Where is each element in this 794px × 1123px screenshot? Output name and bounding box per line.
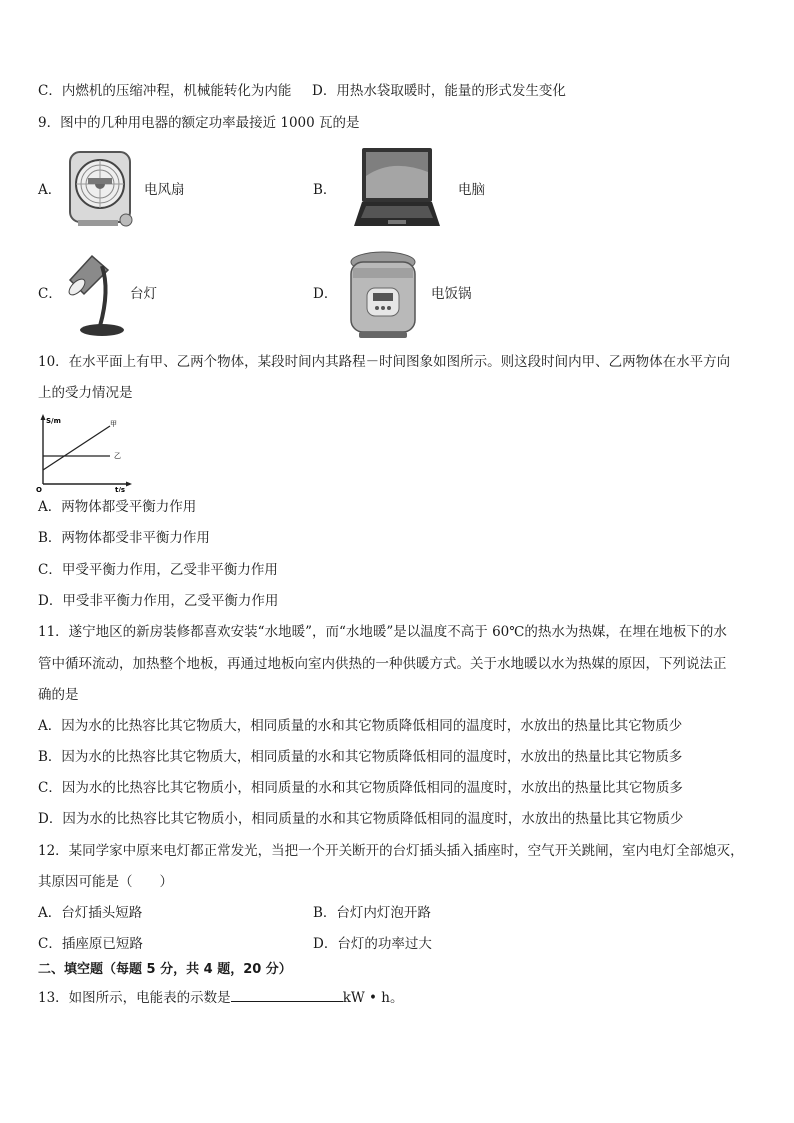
q12-stem-line2: 其原因可能是（ ） — [38, 874, 173, 890]
q12-option-c: C．插座原已短路 — [38, 936, 143, 952]
q12-option-d: D．台灯的功率过大 — [313, 936, 432, 952]
q10-stem-line1: 10．在水平面上有甲、乙两个物体，某段时间内其路程－时间图象如图所示。则这段时间内甲、乙两物体在水平方向 — [38, 354, 731, 370]
q9-option-a-label: 电风扇 — [144, 182, 185, 198]
q9-option-c-label: 台灯 — [130, 286, 157, 302]
graph-series-yi: 乙 — [114, 452, 121, 460]
line-jia — [43, 426, 110, 470]
q9-option-b-label: 电脑 — [458, 182, 485, 198]
q13-answer-blank[interactable] — [231, 987, 343, 1002]
q10-option-b: B．两物体都受非平衡力作用 — [38, 530, 210, 546]
q12-option-b: B．台灯内灯泡开路 — [313, 905, 431, 921]
electric-fan-icon — [64, 148, 136, 234]
q9-option-c-letter: C． — [38, 286, 62, 302]
q13-prefix: 13．如图所示，电能表的示数是 — [38, 990, 231, 1006]
q9-option-d-letter: D． — [313, 286, 338, 302]
q11-option-b: B．因为水的比热容比其它物质大，相同质量的水和其它物质降低相同的温度时，水放出的热量比其它物质多 — [38, 749, 683, 765]
laptop-icon — [352, 146, 442, 236]
q11-stem-line3: 确的是 — [38, 687, 79, 703]
q12-stem-line1: 12．某同学家中原来电灯都正常发光，当把一个开关断开的台灯插头插入插座时，空气开关跳闸，室内电灯全部熄灭， — [38, 843, 744, 859]
q13-stem — [38, 987, 403, 1008]
q10-option-d: D．甲受非平衡力作用，乙受平衡力作用 — [38, 593, 279, 609]
q11-option-d: D．因为水的比热容比其它物质小，相同质量的水和其它物质降低相同的温度时，水放出的热量比其它物质少 — [38, 811, 684, 827]
desk-lamp-icon — [62, 250, 128, 342]
q10-stem-line2: 上的受力情况是 — [38, 385, 133, 401]
section-heading-fill-in: 二、填空题（每题 5 分，共 4 题，20 分） — [38, 962, 292, 977]
q11-stem-line1: 11．遂宁地区的新房装修都喜欢安装“水地暖”，而“水地暖”是以温度不高于 60℃的热水为热媒，在埋在地板下的水 — [38, 624, 727, 640]
q11-option-a: A．因为水的比热容比其它物质大，相同质量的水和其它物质降低相同的温度时，水放出的热量比其它物质少 — [38, 718, 683, 734]
graph-x-arrow — [126, 482, 132, 487]
q12-option-a: A．台灯插头短路 — [38, 905, 143, 921]
rice-cooker-icon — [343, 248, 423, 348]
q9-stem: 9．图中的几种用电器的额定功率最接近 1000 瓦的是 — [38, 115, 360, 131]
graph-xlabel: t/s — [115, 486, 126, 492]
graph-ylabel: S/m — [46, 417, 61, 425]
q11-stem-line2: 管中循环流动，加热整个地板，再通过地板向室内供热的一种供暖方式。关于水地暖以水为热媒的原因，下列说法正 — [38, 656, 727, 672]
graph-y-arrow — [41, 414, 46, 420]
q8-option-c: C．内燃机的压缩冲程，机械能转化为内能 — [38, 83, 292, 99]
graph-series-jia: 甲 — [110, 420, 117, 428]
q10-option-c: C．甲受平衡力作用，乙受非平衡力作用 — [38, 562, 278, 578]
q9-option-a-letter: A． — [38, 182, 62, 198]
q8-option-d: D．用热水袋取暖时，能量的形式发生变化 — [312, 83, 566, 99]
q9-option-d-label: 电饭锅 — [431, 286, 472, 302]
graph-origin: O — [36, 486, 42, 492]
q11-option-c: C．因为水的比热容比其它物质小，相同质量的水和其它物质降低相同的温度时，水放出的热量比其它物质多 — [38, 780, 683, 796]
s-t-graph — [34, 412, 134, 496]
q9-option-b-letter: B． — [313, 182, 337, 198]
q13-unit: kW • h。 — [342, 990, 404, 1006]
q10-option-a: A．两物体都受平衡力作用 — [38, 499, 197, 515]
